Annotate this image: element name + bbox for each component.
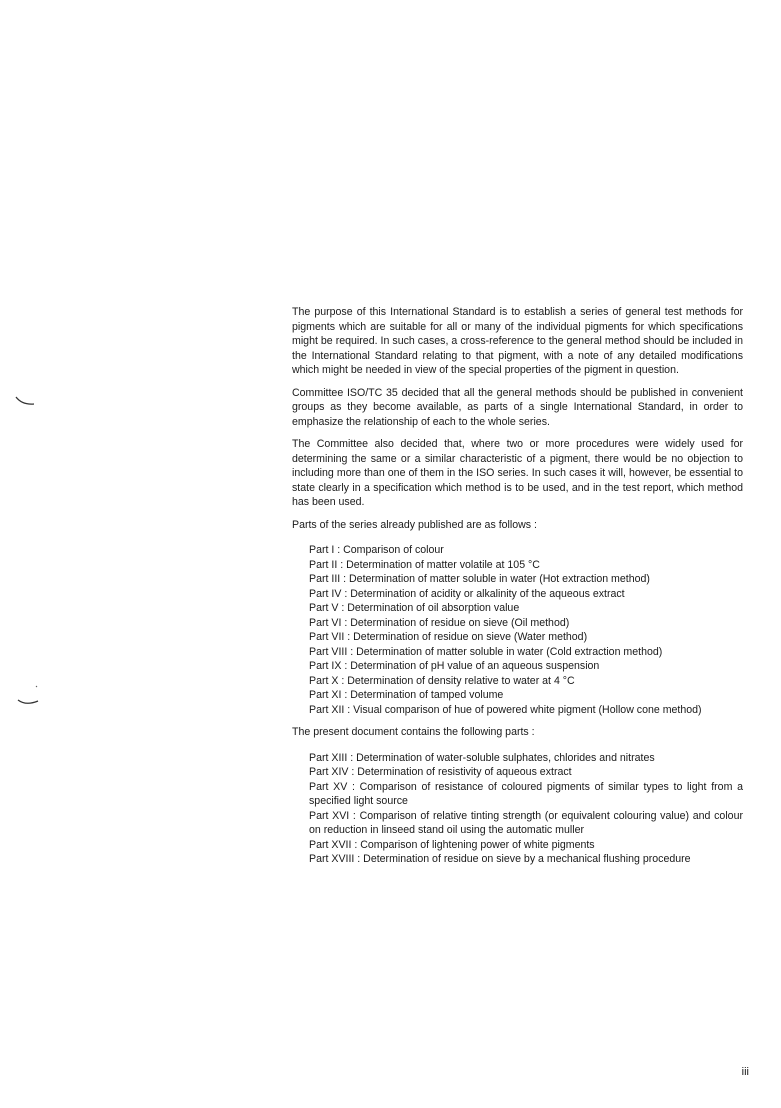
- paragraph-purpose: The purpose of this International Standard is to establish a series of general test methods for pigments which are suitable for all or many of the individual pigments for which specifications might be required. In such cases, a cross-reference to the general method should be included in the International Standard relating to that pigment, with a note of any detailed modifications which might be needed in view of the special properties of the pigment in question.: [292, 306, 743, 376]
- margin-mark-lower: [16, 684, 42, 708]
- list-item: Part XVII : Comparison of lightening power of white pigments: [309, 838, 595, 851]
- foreword-body: [292, 305, 743, 875]
- list-item: Part I : Comparison of colour: [309, 544, 444, 556]
- list-item: Part IV : Determination of acidity or alkalinity of the aqueous extract: [309, 587, 625, 600]
- page-number: iii: [741, 1066, 749, 1078]
- margin-mark-upper-stroke: [16, 397, 34, 404]
- present-parts-list: [309, 751, 743, 867]
- list-item: Part XVIII : Determination of residue on sieve by a mechanical flushing procedure: [309, 853, 691, 865]
- list-item: Part XVI : Comparison of relative tinting strength (or equivalent colouring value) and colour on reduction in linseed stand oil using the automatic muller: [309, 809, 743, 836]
- list-item: Part XIII : Determination of water-soluble sulphates, chlorides and nitrates: [309, 751, 655, 764]
- paragraph-committee-groups: Committee ISO/TC 35 decided that all the general methods should be published in convenient groups as they become available, as parts of a single International Standard, in order to emphasize the relationship of each to the whole series.: [292, 386, 743, 428]
- paragraph-published-intro: Parts of the series already published are as follows :: [292, 518, 537, 531]
- margin-mark-upper: [14, 395, 38, 409]
- paragraph-committee-procedures: The Committee also decided that, where two or more procedures were widely used for determining the same or a similar characteristic of a pigment, there would be no objection to including more than one of them in the ISO series. In such cases it will, however, be essential to state clearly in a specification which method is to be used, and in the test report, which method has been used.: [292, 438, 743, 508]
- list-item: Part VIII : Determination of matter soluble in water (Cold extraction method): [309, 645, 663, 658]
- list-item: Part III : Determination of matter soluble in water (Hot extraction method): [309, 573, 650, 585]
- published-parts-list: [309, 543, 743, 717]
- paragraph-present-intro: The present document contains the following parts :: [292, 726, 535, 738]
- list-item: Part XV : Comparison of resistance of coloured pigments of similar types to light from a specified light source: [309, 780, 743, 807]
- margin-mark-lower-stroke: [18, 700, 38, 703]
- list-item: Part II : Determination of matter volatile at 105 °C: [309, 558, 540, 571]
- list-item: Part XIV : Determination of resistivity of aqueous extract: [309, 766, 572, 778]
- list-item: Part X : Determination of density relative to water at 4 °C: [309, 674, 575, 687]
- list-item: Part VII : Determination of residue on sieve (Water method): [309, 631, 588, 643]
- list-item: Part XI : Determination of tamped volume: [309, 689, 504, 701]
- margin-mark-lower-dot: [36, 686, 37, 687]
- list-item: Part XII : Visual comparison of hue of powered white pigment (Hollow cone method): [309, 703, 702, 716]
- list-item: Part VI : Determination of residue on sieve (Oil method): [309, 616, 570, 629]
- list-item: Part V : Determination of oil absorption value: [309, 602, 520, 614]
- list-item: Part IX : Determination of pH value of an aqueous suspension: [309, 660, 600, 672]
